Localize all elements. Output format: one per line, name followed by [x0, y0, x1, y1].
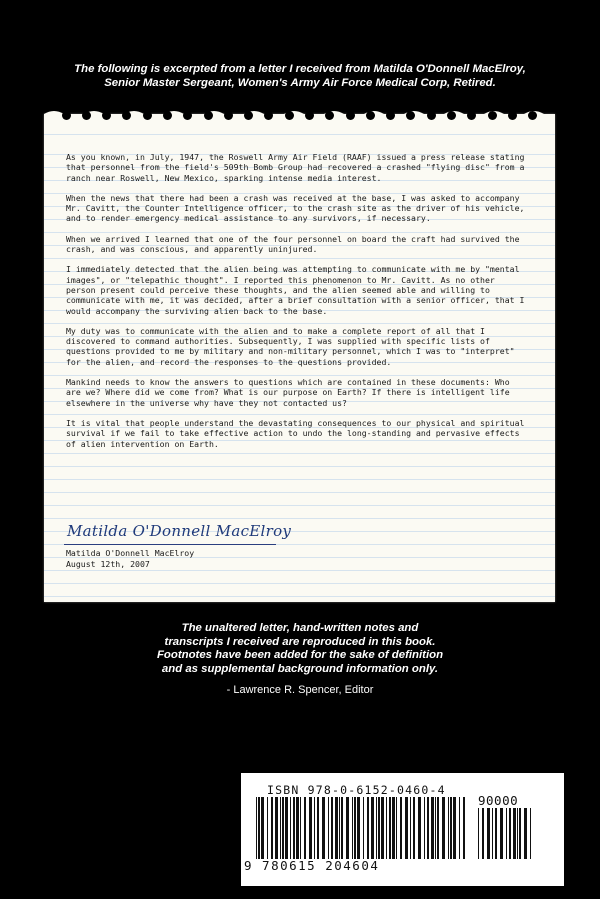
barcode-digits: 9 780615 204604 [244, 858, 380, 873]
closing-line-4: and as supplemental background information only. [161, 662, 439, 675]
closing-line-2: transcripts I received are reproduced in this book. [164, 635, 436, 648]
signature-underline [64, 544, 276, 545]
letter-paragraph: My duty was to communicate with the alien and to make a complete report of all that I discovered to command authorities. Subsequently, I was supplied with specific lists of questions provided to me by military and non-military personnel, which I was to "interpret" for the alien, and record the responses to the questions provided. [66, 325, 515, 367]
letter-paragraph: I immediately detected that the alien being was attempting to communicate with me by "mental images", or "telepathic thought". I reported this phenomenon to Mr. Cavitt. As no other person present could perceive these thoughts, and the alien seemed able and willing to communicate with me, it was decided, after a brief consultation with a senior officer, that I would accompany the surviving alien back to the base. [66, 264, 525, 316]
editor-credit: - Lawrence R. Spencer, Editor [226, 684, 374, 696]
isbn-label: ISBN 978-0-6152-0460-4 [267, 783, 446, 797]
closing-note [130, 622, 470, 676]
price-barcode [478, 808, 534, 859]
isbn-barcode [256, 797, 468, 859]
letter-date: August 12th, 2007 [66, 559, 150, 569]
intro-text [20, 62, 580, 90]
letter-paragraph: As you known, in July, 1947, the Roswell Army Air Field (RAAF) issued a press release stating that personnel from the field's 509th Bomb Group had recovered a crashed "flying disc" from a ranch near Roswell, New Mexico, sparking intense media interest. [66, 152, 525, 183]
closing-line-3: Footnotes have been added for the sake of definition [156, 649, 444, 661]
spiral-holes [44, 108, 555, 122]
price-code: 90000 [478, 793, 519, 808]
letter-paragraph: When the news that there had been a crash was received at the base, I was asked to accompany Mr. Cavitt, the Counter Intelligence officer, to the crash site as the driver of his vehicle, and to render emergency medical assistance to any survivors, if necessary. [66, 192, 525, 224]
closing-line-1: The unaltered letter, hand-written notes and [181, 622, 419, 634]
signer-name: Matilda O'Donnell MacElroy [66, 548, 195, 558]
notebook-tear-edge [44, 104, 555, 122]
handwritten-signature: Matilda O'Donnell MacElroy [67, 522, 292, 540]
letter-paragraph: Mankind needs to know the answers to questions which are contained in these documents: Who are we? Where did we come from? What is our purpose on Earth? If there is intelligent life elsewhere in the universe why have they not contacted us? [66, 377, 510, 408]
intro-line-1: The following is excerpted from a letter I received from Matilda O'Donnell MacElroy, [74, 63, 526, 75]
intro-line-2: Senior Master Sergeant, Women's Army Air Force Medical Corp, Retired. [104, 77, 496, 89]
letter-body [66, 152, 528, 459]
letter-paragraph: When we arrived I learned that one of the four personnel on board the craft had survived the crash, and was conscious, and apparently uninjured. [66, 233, 520, 255]
letter-paragraph: It is vital that people understand the devastating consequences to our physical and spiritual survival if we fail to take effective action to undo the long-standing and pervasive effects of alien intervention on Earth. [66, 417, 525, 449]
